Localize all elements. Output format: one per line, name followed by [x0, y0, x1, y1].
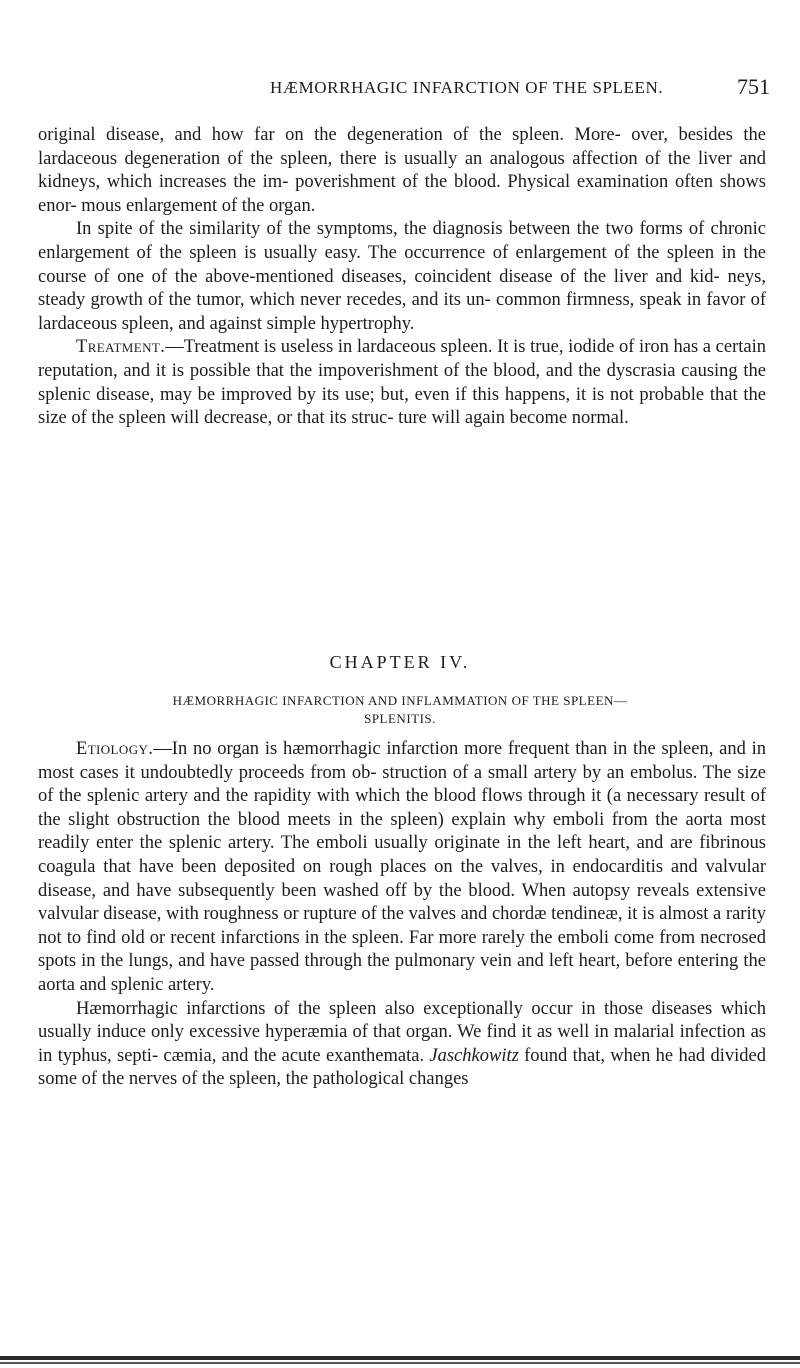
paragraph-continuation: original disease, and how far on the degeneration of the spleen. More- over, besides the lardaceous degeneration of the spleen, there is usually an analogous affection of the liver and kidneys, which increases the im- poverishment of the blood. Physical examination often shows enor- mous enlargement of the organ.: [38, 125, 766, 216]
chapter-title-line-2: SPLENITIS.: [364, 711, 436, 726]
chapter-heading: CHAPTER IV.: [329, 652, 471, 672]
treatment-label: Treatment.: [76, 337, 166, 358]
paragraph-treatment: [38, 336, 766, 430]
running-head: [270, 70, 770, 110]
paragraph-etiology: [38, 738, 766, 998]
body-text-lower: [38, 738, 766, 1092]
paragraph-diagnosis: In spite of the similarity of the symptoms, the diagnosis between the two forms of chronic enlargement of the spleen is usually easy. The occurrence of enlargement of the spleen in the course of one of the above-mentioned diseases, coincident disease of the liver and kid- neys, steady growth of the tumor, which never recedes, and its un- common firmness, speak in favor of lardaceous spleen, and against simple hypertrophy.: [38, 219, 766, 334]
paragraph-haemorrhagic: [38, 998, 766, 1092]
page-number: 751: [737, 74, 770, 99]
running-title: HÆMORRHAGIC INFARCTION OF THE SPLEEN.: [270, 78, 664, 97]
etiology-label: Etiology.: [76, 739, 154, 759]
body-text-upper: [38, 124, 766, 431]
chapter-title: [60, 692, 740, 728]
bottom-edge-rule-thin: [0, 1362, 800, 1364]
treatment-text: —Treatment is useless in lardaceous spleen. It is true, iodide of iron has a certain reputation, and it is possible that the impoverishment of the blood, and the dyscrasia causing the splenic disease, may be improved by its use; but, even if this happens, it is not probable that the size of the spleen will decrease, or that its struc- ture will again become normal.: [38, 337, 766, 429]
chapter-title-line-1: HÆMORRHAGIC INFARCTION AND INFLAMMATION OF THE SPLEEN—: [172, 693, 628, 708]
paragraph-haemorrhagic-end: found that, when he had divided some of the nerves of the spleen, the pathological changes: [38, 1045, 766, 1090]
bottom-edge-rule: [0, 1356, 800, 1360]
paragraph-haemorrhagic-start: Hæmorrhagic infarctions of the spleen also exceptionally occur in those diseases which usually induce only excessive hyperæmia of that organ. We find it as well in malarial infection as in typhus, septi- cæmia, and the acute exanthemata.: [38, 998, 766, 1066]
etiology-text: —In no organ is hæmorrhagic infarction more frequent than in the spleen, and in most cases it undoubtedly proceeds from ob- struction of a small artery by an embolus. The size of the splenic artery and the rapidity with which the blood flows through it (a necessary result of the slight obstruction the blood meets in the spleen) explain why emboli from the aorta most readily enter the splenic artery. The emboli usually originate in the left heart, and are fibrinous coagula that have been deposited on rough places on the valves, in endocarditis and valvular disease, and have subsequently been washed off by the blood. When autopsy reveals extensive valvular disease, with roughness or rupture of the valves and chordæ tendineæ, it is almost a rarity not to find old or recent infarctions in the spleen. Far more rarely the emboli come from necrosed spots in the lungs, and have passed through the pulmonary vein and left heart, before entering the aorta and splenic artery.: [38, 739, 766, 995]
author-name: Jaschkowitz: [429, 1045, 519, 1066]
